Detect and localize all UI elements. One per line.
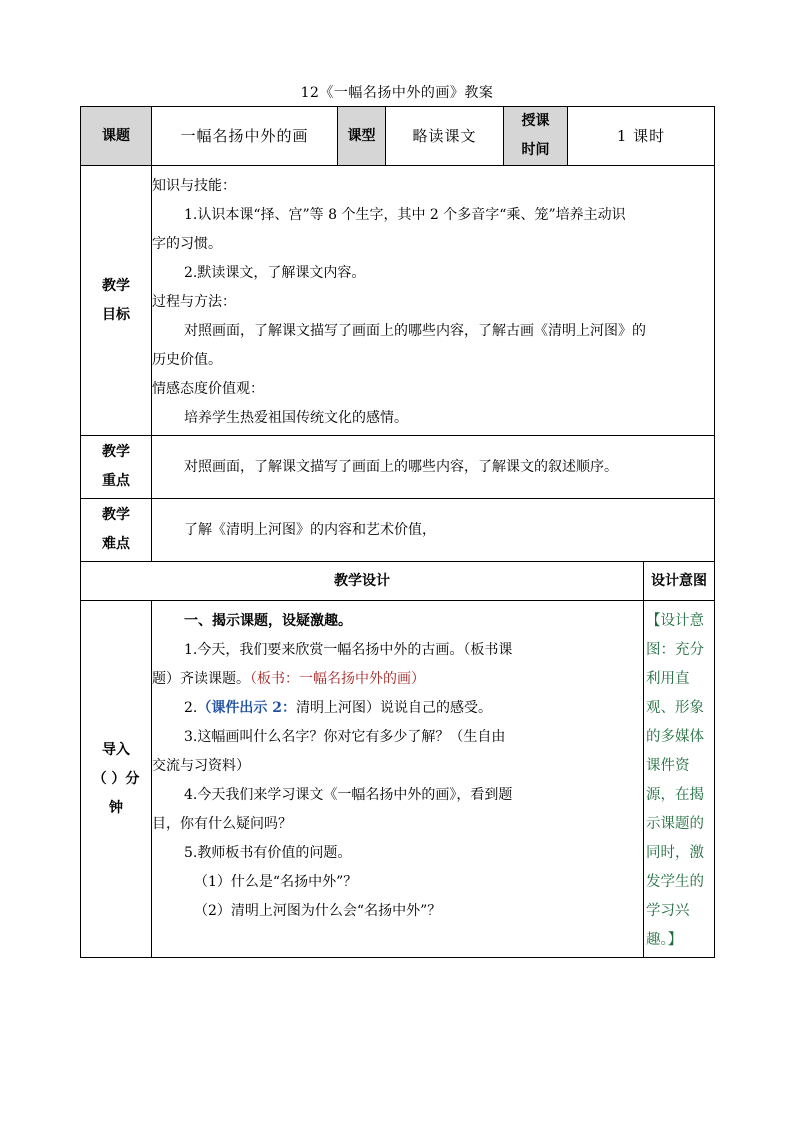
intro-question: （2）清明上河图为什么会“名扬中外”？ xyxy=(194,903,442,919)
difficulties-content xyxy=(152,499,715,562)
objective-line: 1.认识本课“择、宫”等 8 个生字，其中 2 个多音字“乘、笼”培养主动识 xyxy=(184,207,626,223)
header-row xyxy=(81,107,715,166)
type-value: 略读课文 xyxy=(386,107,504,166)
intro-row xyxy=(81,601,715,958)
design-header-right: 设计意图 xyxy=(644,562,715,601)
key-points-content xyxy=(152,436,715,499)
objectives-content xyxy=(152,166,715,436)
intro-question: （1）什么是“名扬中外”？ xyxy=(194,874,358,890)
intro-content xyxy=(152,601,644,958)
intro-line: 目，你有什么疑问吗？ xyxy=(152,816,292,832)
objective-line: 字的习惯。 xyxy=(152,236,222,252)
objective-line: 对照画面，了解课文描写了画面上的哪些内容，了解古画《清明上河图》的 xyxy=(184,323,646,339)
key-points-label: 教学 重点 xyxy=(81,436,152,499)
key-points-text: 对照画面，了解课文描写了画面上的哪些内容，了解课文的叙述顺序。 xyxy=(184,458,618,475)
design-header-left: 教学设计 xyxy=(81,562,644,601)
difficulties-row xyxy=(81,499,715,562)
objective-line: 知识与技能： xyxy=(152,178,236,194)
difficulties-text: 了解《清明上河图》的内容和艺术价值， xyxy=(184,521,436,538)
courseware-note: （课件出示 2： xyxy=(197,700,296,716)
topic-value: 一幅名扬中外的画 xyxy=(152,107,338,166)
difficulties-label: 教学 难点 xyxy=(81,499,152,562)
key-points-row xyxy=(81,436,715,499)
intro-intent xyxy=(644,601,715,958)
time-label-line2: 时间 xyxy=(521,142,550,158)
intro-line: 3.这幅画叫什么名字？你对它有多少了解？（生自由 xyxy=(184,729,506,745)
objective-line: 过程与方法： xyxy=(152,294,236,310)
objectives-label: 教学 目标 xyxy=(81,166,152,436)
intro-line: 交流与习资料） xyxy=(152,758,250,774)
intro-heading: 一、揭示课题，设疑激趣。 xyxy=(184,613,352,629)
time-value: 1 课时 xyxy=(568,107,715,166)
type-label: 课型 xyxy=(338,107,386,166)
design-intent-text: 【设计意图：充分利用直观、形象的多媒体课件资源，在揭示课题的同时，激发学生的学习兴趣。】 xyxy=(646,613,704,948)
objective-line: 2.默读课文，了解课文内容。 xyxy=(184,265,366,281)
intro-line: 4.今天我们来学习课文《一幅名扬中外的画》，看到题 xyxy=(184,787,513,803)
design-header-row xyxy=(81,562,715,601)
intro-line: 2.（课件出示 2：清明上河图）说说自己的感受。 xyxy=(184,700,492,716)
intro-line: 题）齐读课题。（板书：一幅名扬中外的画） xyxy=(152,671,425,687)
time-label xyxy=(504,107,568,166)
intro-line: 1.今天，我们要来欣赏一幅名扬中外的古画。（板书课 xyxy=(184,642,513,658)
board-note: （板书：一幅名扬中外的画） xyxy=(250,671,425,687)
objective-line: 情感态度价值观： xyxy=(152,381,264,397)
document-title: 12《一幅名扬中外的画》教案 xyxy=(300,85,494,101)
objectives-row xyxy=(81,166,715,436)
lesson-plan-table xyxy=(80,106,715,958)
objective-line: 培养学生热爱祖国传统文化的感情。 xyxy=(184,410,408,426)
time-label-line1: 授课 xyxy=(521,113,550,129)
intro-line: 5.教师板书有价值的问题。 xyxy=(184,845,352,861)
intro-label: 导入 （ ）分 钟 xyxy=(81,601,152,958)
objective-line: 历史价值。 xyxy=(152,352,222,368)
topic-label: 课题 xyxy=(81,107,152,166)
